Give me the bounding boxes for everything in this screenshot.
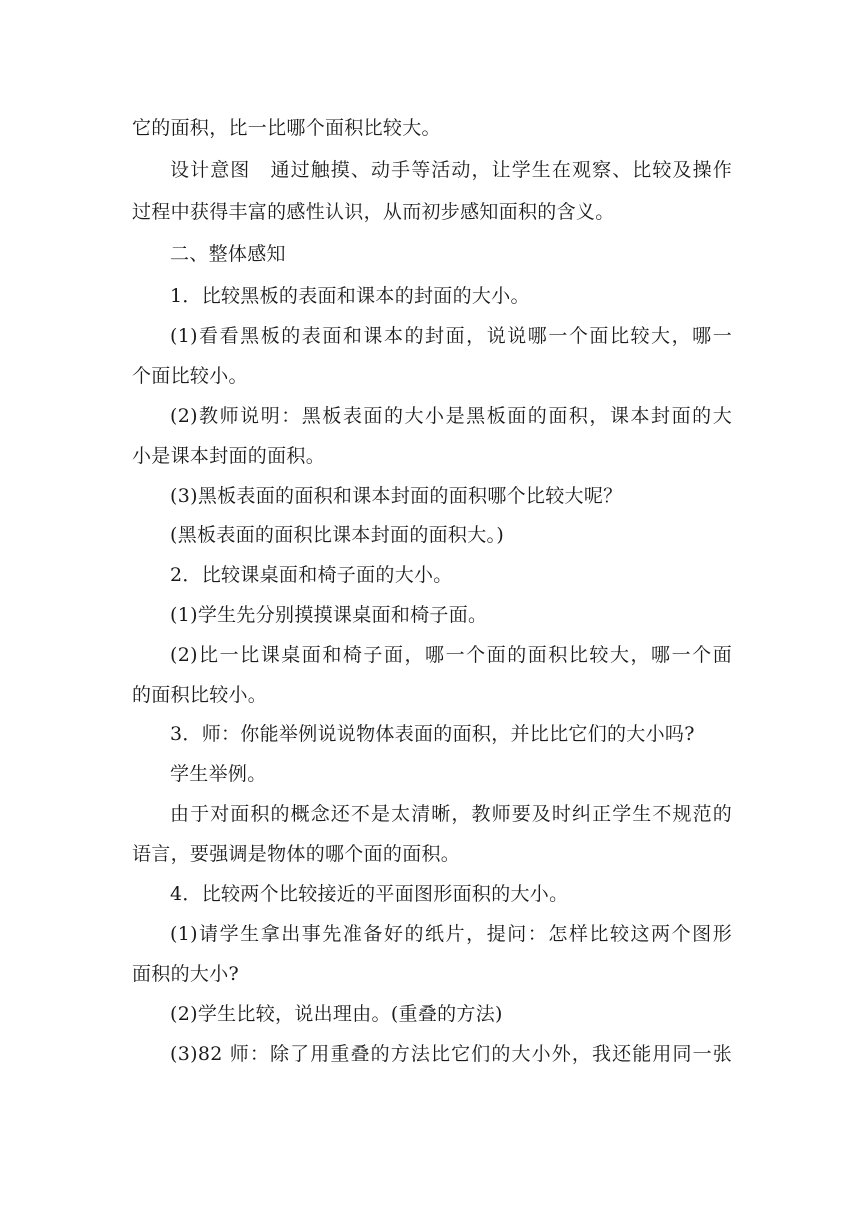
- text-line: (黑板表面的面积比课本封面的面积大。): [170, 524, 505, 546]
- text-line: 学生举例。: [170, 763, 267, 785]
- text-line: (3)82 师：除了用重叠的方法比它们的大小外，我还能用同一张: [170, 1043, 732, 1065]
- text-line: 2．比较课桌面和椅子面的大小。: [170, 564, 453, 586]
- text-line: 的面积比较小。: [132, 684, 268, 706]
- text-line: 小是课本封面的面积。: [132, 445, 326, 467]
- text-line: (2)比一比课桌面和椅子面，哪一个面的面积比较大，哪一个面: [170, 644, 732, 666]
- text-line: 它的面积，比一比哪个面积比较大。: [132, 117, 441, 139]
- text-line: 3．师：你能举例说说物体表面的面积，并比比它们的大小吗?: [170, 723, 695, 745]
- text-line: 4．比较两个比较接近的平面图形面积的大小。: [170, 883, 569, 905]
- text-line: 面积的大小?: [132, 963, 239, 985]
- text-line: (1)请学生拿出事先准备好的纸片，提问：怎样比较这两个图形: [170, 923, 732, 945]
- text-line: (2)教师说明：黑板表面的大小是黑板面的面积，课本封面的大: [170, 405, 732, 427]
- section-heading: 二、整体感知: [170, 243, 286, 265]
- text-line: (1)学生先分别摸摸课桌面和椅子面。: [170, 604, 488, 626]
- text-line: 语言，要强调是物体的哪个面的面积。: [132, 843, 461, 865]
- text-line: (1)看看黑板的表面和课本的封面，说说哪一个面比较大，哪一: [170, 325, 732, 347]
- text-line: 过程中获得丰富的感性认识，从而初步感知面积的含义。: [132, 201, 615, 223]
- text-line: (3)黑板表面的面积和课本封面的面积哪个比较大呢？: [170, 485, 623, 507]
- text-line: 由于对面积的概念还不是太清晰，教师要及时纠正学生不规范的: [170, 803, 732, 825]
- text-line: (2)学生比较，说出理由。(重叠的方法): [170, 1003, 503, 1025]
- text-line: 个面比较小。: [132, 365, 248, 387]
- text-line: 1．比较黑板的表面和课本的封面的大小。: [170, 285, 530, 307]
- text-line: 设计意图 通过触摸、动手等活动，让学生在观察、比较及操作: [170, 159, 732, 181]
